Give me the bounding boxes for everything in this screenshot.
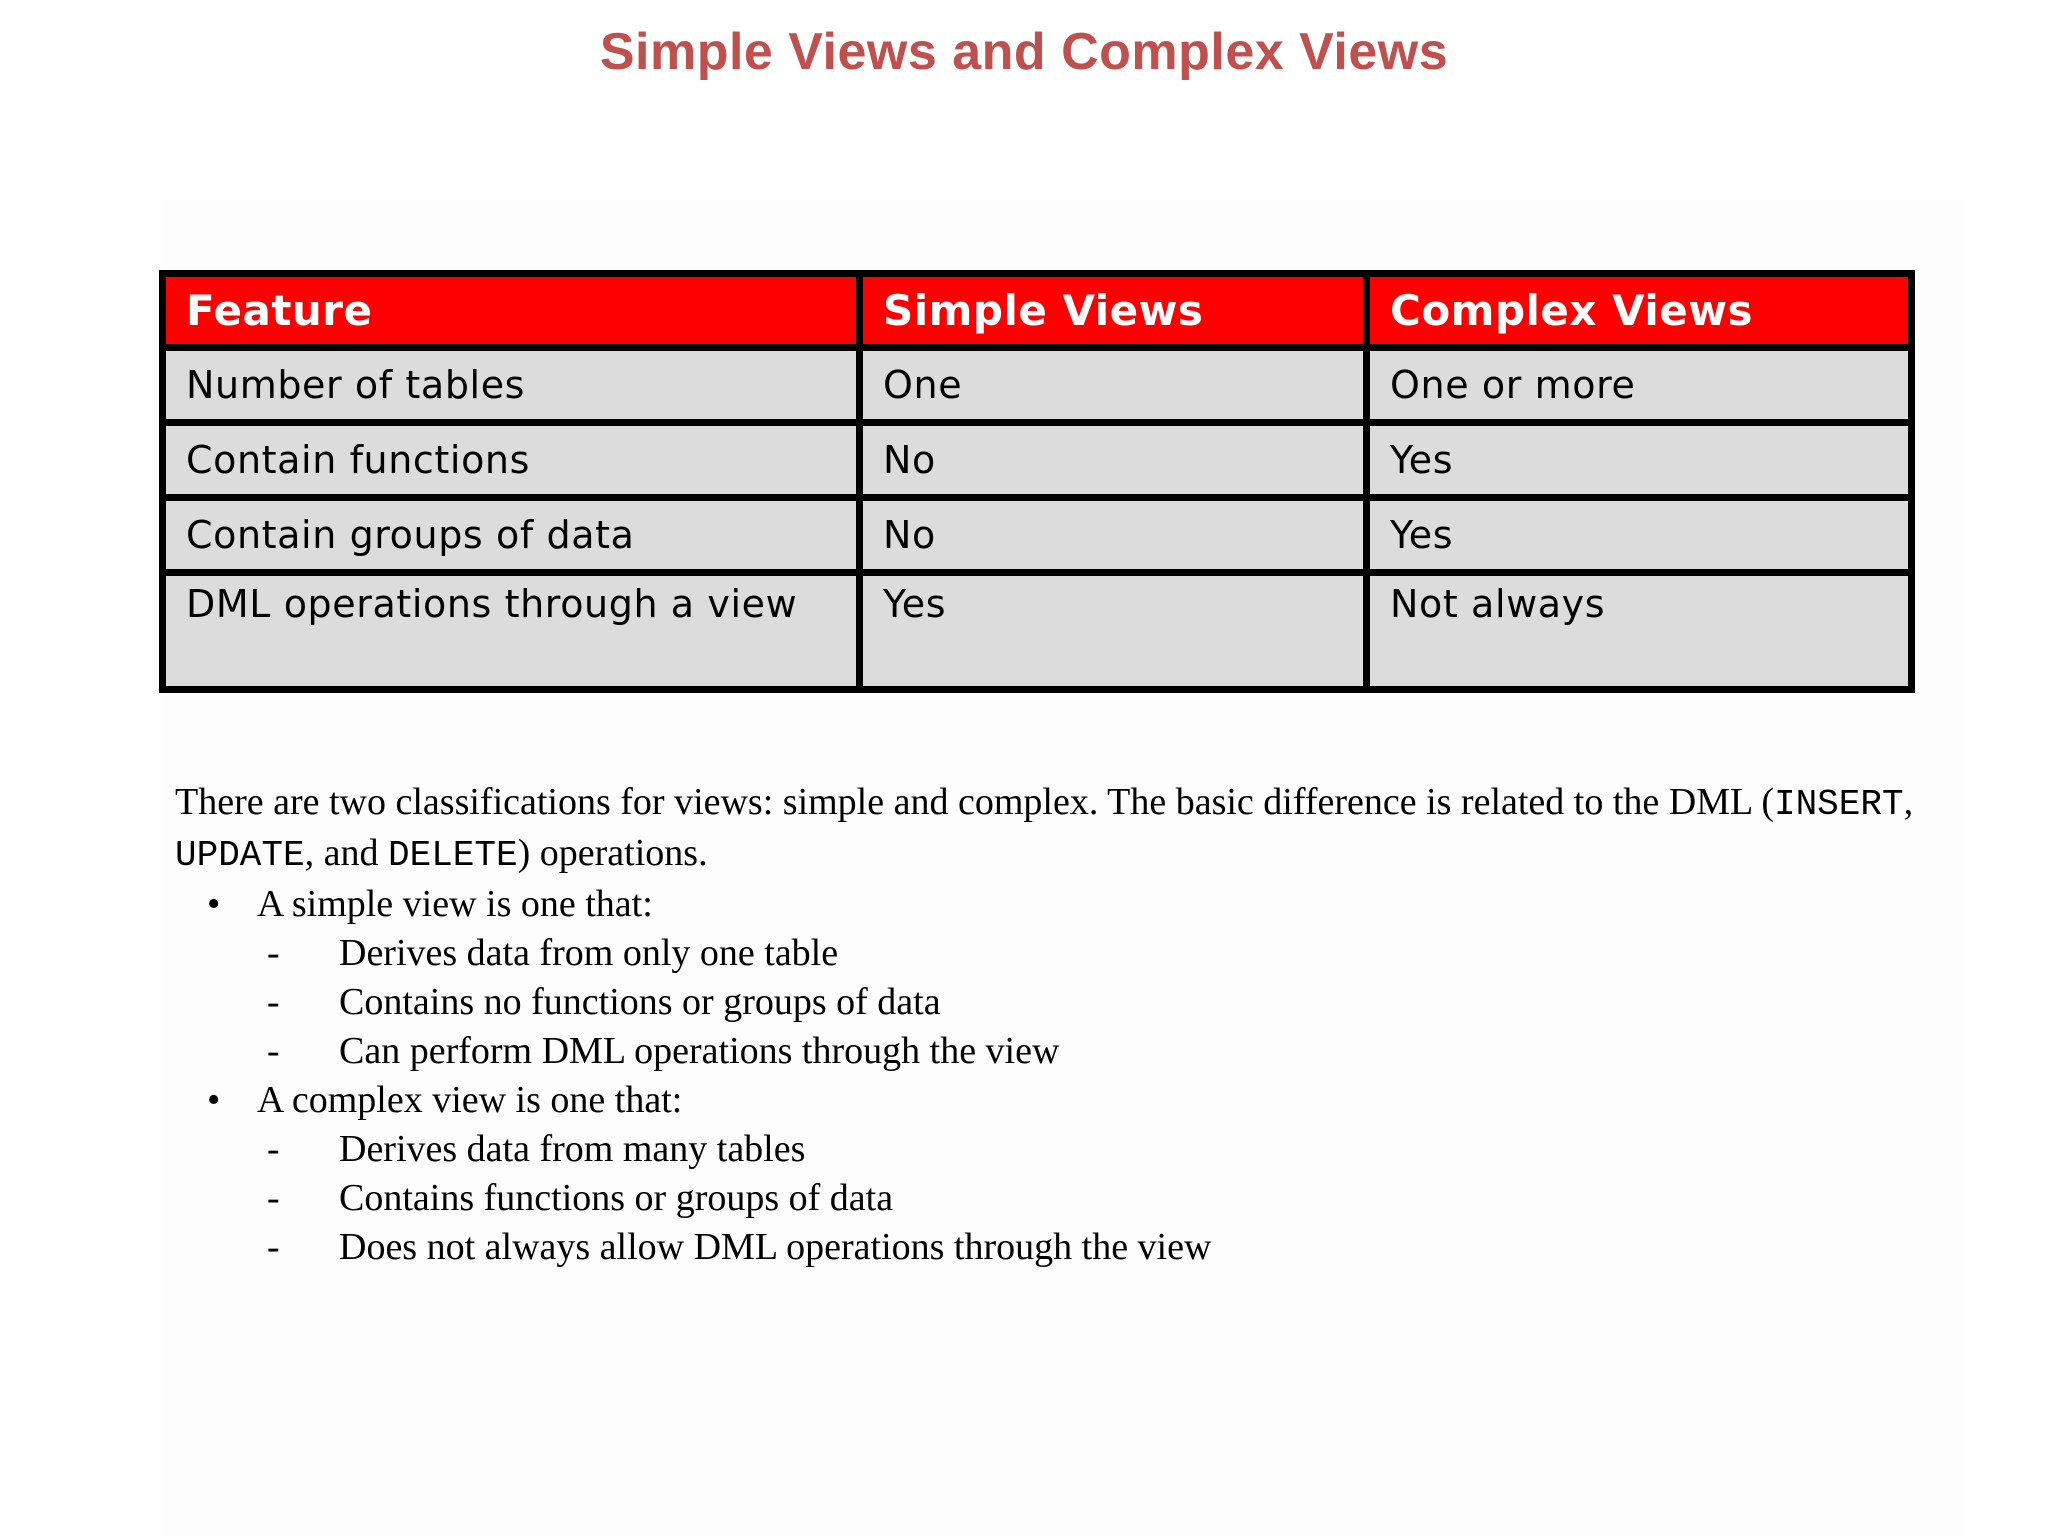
list-item-text: Derives data from many tables (339, 1128, 806, 1170)
dash-icon: - (267, 1226, 280, 1268)
list-item (257, 1027, 1915, 1076)
list-item-text: Can perform DML operations through the view (339, 1030, 1060, 1072)
description-text (175, 778, 1915, 1272)
header-simple-views: Simple Views (860, 274, 1367, 348)
comparison-table (159, 270, 1915, 693)
cell-simple: No (860, 498, 1367, 573)
dash-icon: - (267, 1177, 280, 1219)
list-item-simple (175, 880, 1915, 1076)
cell-complex: Not always (1367, 573, 1912, 690)
header-feature: Feature (163, 274, 860, 348)
list-item (257, 1223, 1915, 1272)
cell-complex: Yes (1367, 498, 1912, 573)
keyword-delete: DELETE (388, 835, 518, 876)
header-complex-views: Complex Views (1367, 274, 1912, 348)
cell-simple: One (860, 348, 1367, 423)
complex-sublist (257, 1125, 1915, 1272)
keyword-insert: INSERT (1773, 784, 1904, 825)
cell-feature: Number of tables (163, 348, 860, 423)
table-row (163, 573, 1912, 690)
bullet-icon: • (207, 1079, 221, 1121)
table-row (163, 498, 1912, 573)
cell-complex: Yes (1367, 423, 1912, 498)
table-header-row (163, 274, 1912, 348)
intro-text: There are two classifications for views: simple and complex. The basic difference is related to the DML ( (175, 781, 1774, 823)
dash-icon: - (267, 981, 280, 1023)
list-item (257, 1174, 1915, 1223)
dash-icon: - (267, 932, 280, 974)
view-types-list (175, 880, 1915, 1272)
list-item-complex (175, 1076, 1915, 1272)
intro-paragraph (175, 778, 1915, 880)
cell-simple: Yes (860, 573, 1367, 690)
list-item (257, 929, 1915, 978)
cell-complex: One or more (1367, 348, 1912, 423)
separator: , and (304, 832, 388, 874)
slide-title: Simple Views and Complex Views (599, 23, 1449, 81)
table-row (163, 423, 1912, 498)
simple-sublist (257, 929, 1915, 1076)
cell-feature: DML operations through a view (163, 573, 860, 690)
cell-simple: No (860, 423, 1367, 498)
list-item-text: Contains no functions or groups of data (339, 981, 941, 1023)
simple-heading: A simple view is one that: (257, 883, 653, 925)
cell-feature: Contain groups of data (163, 498, 860, 573)
intro-text-end: ) operations. (517, 832, 708, 874)
list-item-text: Contains functions or groups of data (339, 1177, 894, 1219)
list-item (257, 978, 1915, 1027)
dash-icon: - (267, 1128, 280, 1170)
separator: , (1903, 781, 1914, 823)
keyword-update: UPDATE (175, 835, 305, 876)
dash-icon: - (267, 1030, 280, 1072)
list-item (257, 1125, 1915, 1174)
table-row (163, 348, 1912, 423)
cell-feature: Contain functions (163, 423, 860, 498)
list-item-text: Does not always allow DML operations through the view (339, 1226, 1212, 1268)
list-item-text: Derives data from only one table (339, 932, 839, 974)
bullet-icon: • (207, 883, 221, 925)
complex-heading: A complex view is one that: (257, 1079, 683, 1121)
